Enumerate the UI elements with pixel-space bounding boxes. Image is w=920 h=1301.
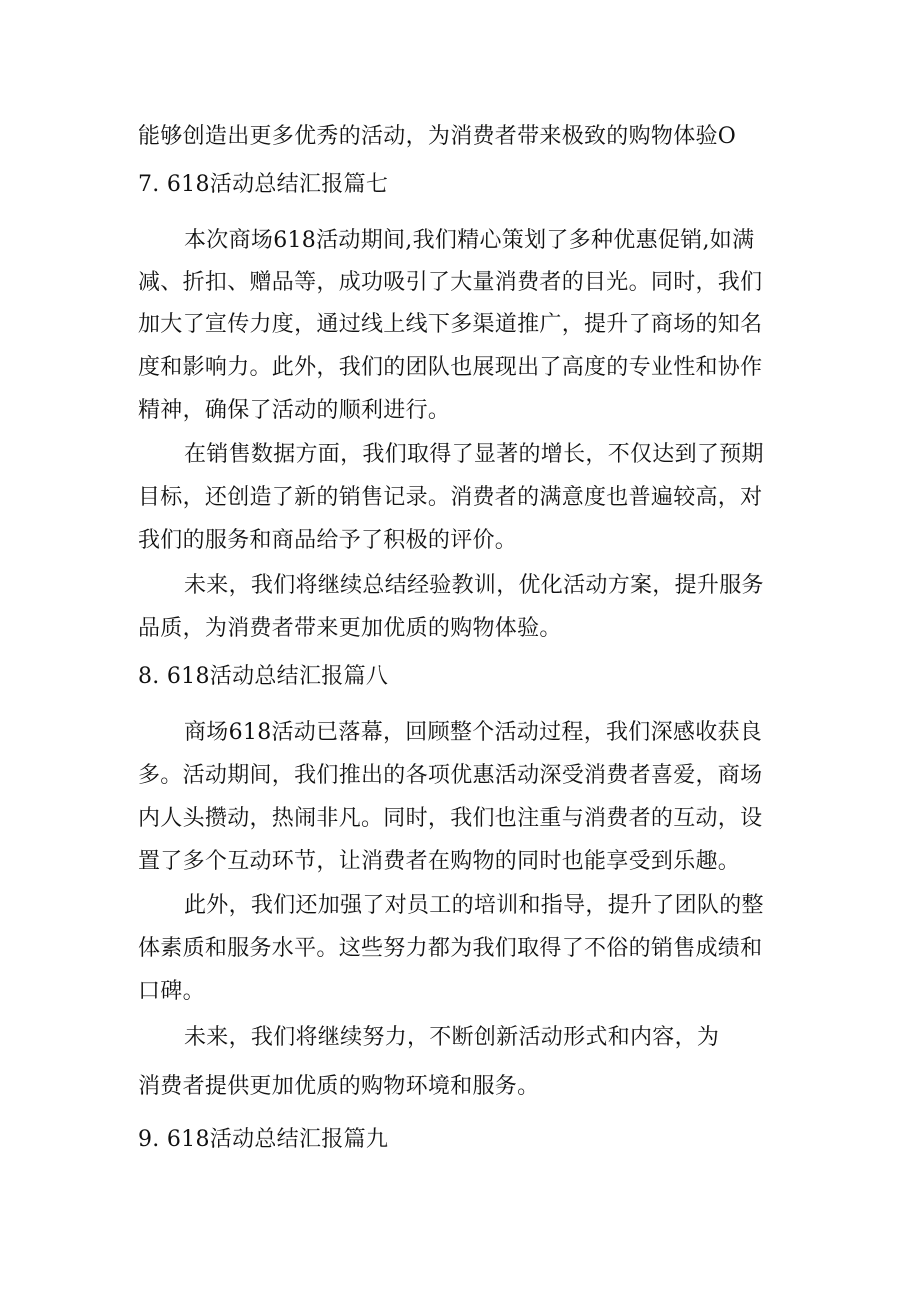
paragraph-line: 目标，还创造了新的销售记录。消费者的满意度也普遍较高，对: [138, 485, 763, 510]
paragraph-line: 内人头攒动，热闹非凡。同时，我们也注重与消费者的互动，设: [138, 806, 763, 831]
paragraph-line: 置了多个互动环节，让消费者在购物的同时也能享受到乐趣。: [138, 849, 741, 874]
section-heading-8: 8. 618活动总结汇报篇八: [138, 664, 389, 689]
paragraph-line: 我们的服务和商品给予了积极的评价。: [138, 528, 518, 553]
paragraph-line: 未来，我们将继续努力，不断创新活动形式和内容，为: [184, 1025, 720, 1050]
paragraph-line: 能够创造出更多优秀的活动，为消费者带来极致的购物体验O: [138, 124, 737, 149]
section-heading-9: 9. 618活动总结汇报篇九: [138, 1127, 389, 1152]
paragraph-line: 口碑。: [138, 979, 205, 1004]
paragraph-line: 在销售数据方面，我们取得了显著的增长，不仅达到了预期: [184, 442, 764, 467]
paragraph-line: 度和影响力。此外，我们的团队也展现出了高度的专业性和协作: [138, 355, 763, 380]
paragraph-line: 精神，确保了活动的顺利进行。: [138, 398, 451, 423]
section-heading-7: 7. 618活动总结汇报篇七: [138, 172, 389, 197]
paragraph-line: 多。活动期间，我们推出的各项优惠活动深受消费者喜爱，商场: [138, 763, 763, 788]
paragraph-line: 商场618活动已落幕，回顾整个活动过程，我们深感收获良: [184, 720, 763, 745]
paragraph-line: 体素质和服务水平。这些努力都为我们取得了不俗的销售成绩和: [138, 936, 763, 961]
paragraph-line: 加大了宣传力度，通过线上线下多渠道推广，提升了商场的知名: [138, 312, 763, 337]
paragraph-line: 减、折扣、赠品等，成功吸引了大量消费者的目光。同时，我们: [138, 270, 763, 295]
paragraph-line: 消费者提供更加优质的购物环境和服务。: [138, 1074, 540, 1099]
paragraph-line: 此外，我们还加强了对员工的培训和指导，提升了团队的整: [184, 893, 764, 918]
document-page: [138, 0, 788, 1301]
paragraph-line: 本次商场618活动期间,我们精心策划了多种优惠促销,如满: [184, 228, 755, 253]
paragraph-line: 品质，为消费者带来更加优质的购物体验。: [138, 616, 562, 641]
paragraph-line: 未来，我们将继续总结经验教训，优化活动方案，提升服务: [184, 573, 764, 598]
